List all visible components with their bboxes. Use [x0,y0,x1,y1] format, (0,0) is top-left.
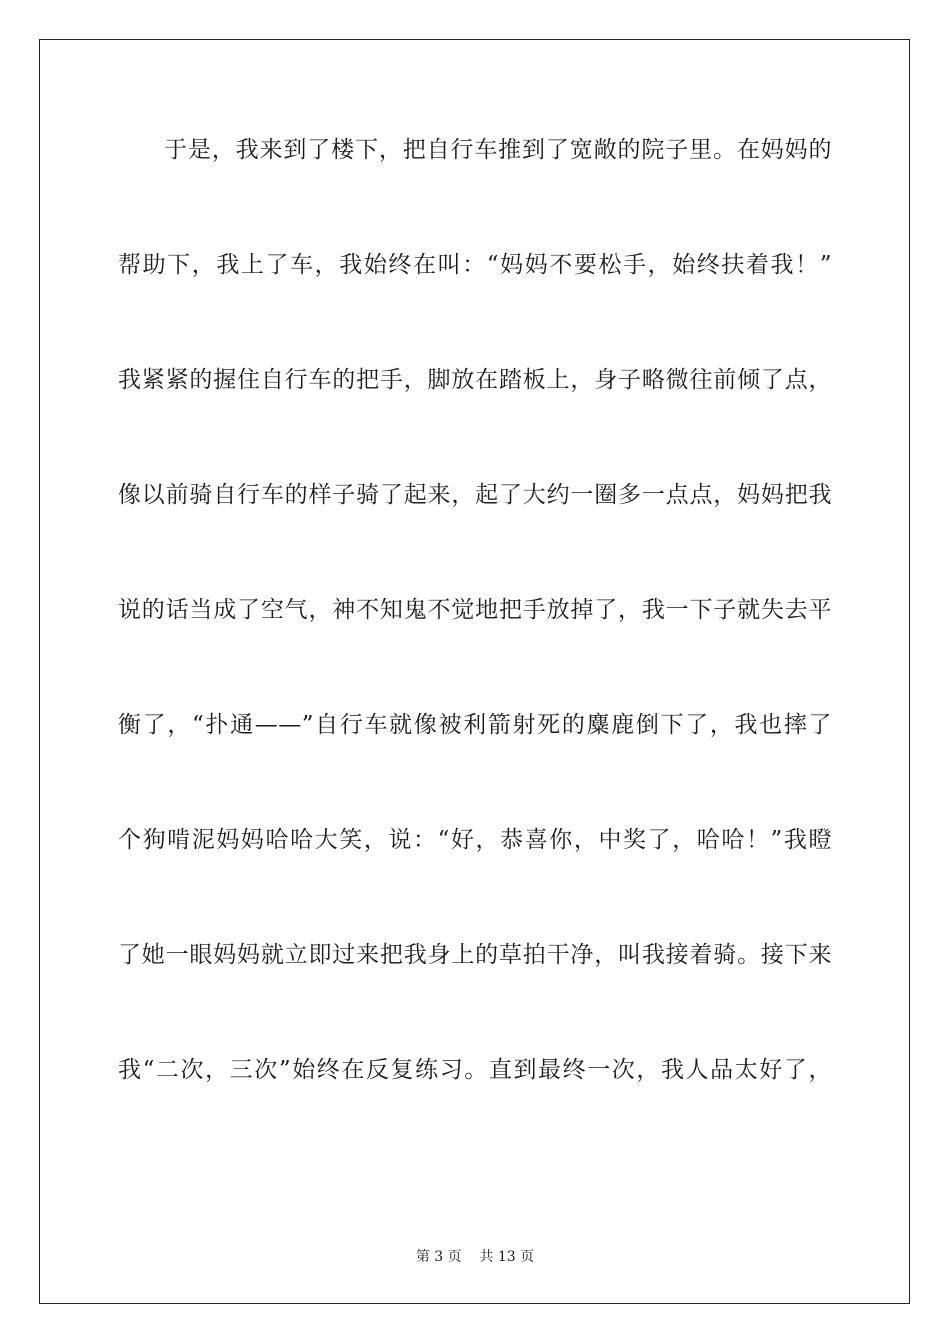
page-border [39,39,910,1304]
paragraph-line: 我紧紧的握住自行车的把手，脚放在踏板上，身子略微往前倾了点， [118,367,832,393]
paragraph-line: 说的话当成了空气，神不知鬼不觉地把手放掉了，我一下子就失去平 [118,597,832,623]
paragraph-line: 我“二次，三次”始终在反复练习。直到最终一次，我人品太好了， [118,1057,832,1083]
paragraph-line: 帮助下，我上了车，我始终在叫：“妈妈不要松手，始终扶着我！” [118,252,832,278]
paragraph-line: 衡了，“扑通——”自行车就像被利箭射死的麋鹿倒下了，我也摔了 [118,712,832,738]
paragraph-line: 于是，我来到了楼下，把自行车推到了宽敞的院子里。在妈妈的 [164,137,832,163]
paragraph-line: 了她一眼妈妈就立即过来把我身上的草拍干净，叫我接着骑。接下来 [118,942,832,968]
paragraph-line: 像以前骑自行车的样子骑了起来，起了大约一圈多一点点，妈妈把我 [118,482,832,508]
paragraph-line: 个狗啃泥妈妈哈哈大笑，说：“好，恭喜你，中奖了，哈哈！”我瞪 [118,827,832,853]
page-number-footer: 第 3 页 共 13 页 [415,1249,535,1265]
